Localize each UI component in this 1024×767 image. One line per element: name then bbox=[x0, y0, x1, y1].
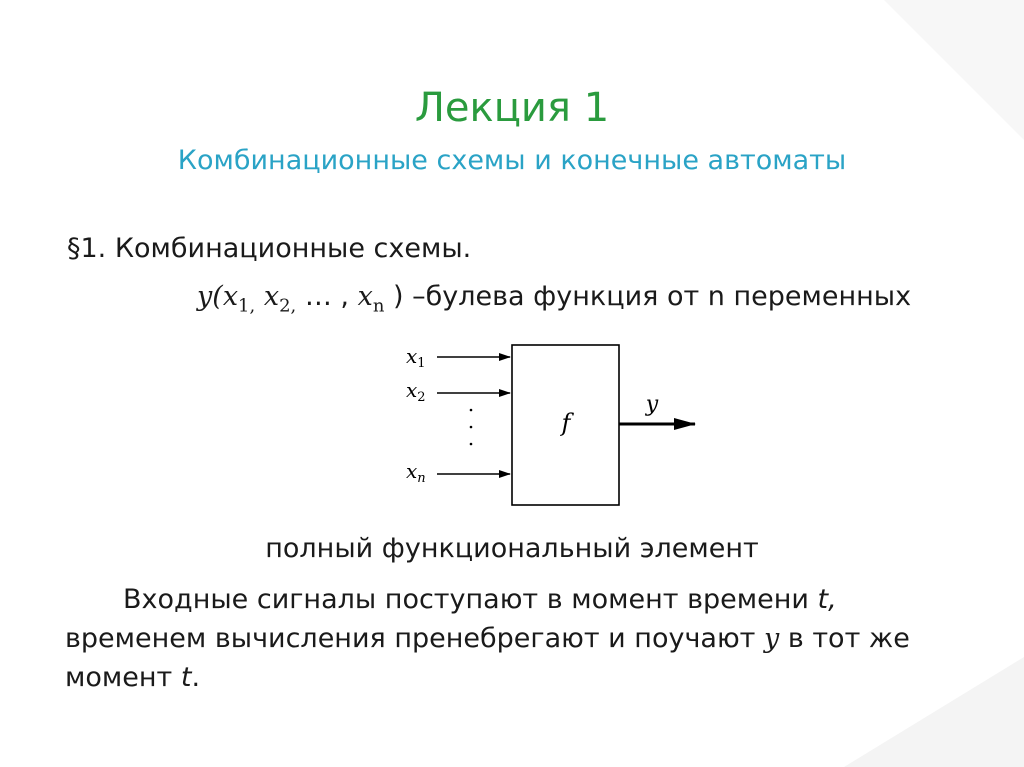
paragraph-y: y bbox=[763, 623, 780, 654]
input-label-x1: $x_1$ bbox=[406, 344, 426, 371]
section-heading: §1. Комбинационные схемы. bbox=[67, 233, 472, 264]
formula-ellipsis: … , bbox=[296, 281, 358, 312]
input-label-xn: $x_n$ bbox=[406, 459, 426, 486]
formula-var-x2: x bbox=[263, 281, 280, 312]
slide-title: Лекция 1 bbox=[414, 85, 610, 131]
paragraph-part-4: момент bbox=[65, 662, 181, 693]
ellipsis-dot-1 bbox=[470, 409, 473, 412]
paragraph-time-t: t, bbox=[817, 584, 837, 615]
paragraph-time-t2: t bbox=[180, 662, 192, 693]
slide-subtitle: Комбинационные схемы и конечные автоматы bbox=[177, 145, 847, 176]
paragraph-end: . bbox=[191, 662, 201, 693]
boolean-function-formula bbox=[197, 280, 911, 323]
ellipsis-dot-2 bbox=[470, 426, 473, 429]
formula-sub-n: n bbox=[372, 295, 385, 317]
formula-sub-2: 2, bbox=[279, 295, 297, 317]
functional-element-diagram bbox=[390, 335, 720, 515]
paragraph-part-3: в тот же bbox=[779, 623, 910, 654]
formula-close-paren: ) bbox=[384, 281, 404, 312]
paragraph-part-2: временем вычисления пренебрегают и поучают bbox=[65, 623, 764, 654]
output-label: y bbox=[645, 392, 659, 417]
formula-sub-1: 1, bbox=[238, 295, 256, 317]
formula-open-paren: ( bbox=[212, 281, 223, 312]
formula-function-name: y bbox=[197, 281, 213, 312]
diagram-caption: полный функциональный элемент bbox=[265, 533, 759, 564]
formula-var-x1: x bbox=[222, 281, 239, 312]
functional-element-svg bbox=[390, 335, 720, 515]
input-label-x2: $x_2$ bbox=[406, 378, 426, 405]
formula-description: –булева функция от n переменных bbox=[403, 281, 912, 312]
function-label: f bbox=[561, 409, 571, 437]
ellipsis-dot-3 bbox=[470, 443, 473, 446]
paragraph-part-1: Входные сигналы поступают в момент времени bbox=[123, 584, 818, 615]
formula-var-xn: x bbox=[357, 281, 373, 312]
description-paragraph bbox=[65, 580, 965, 697]
